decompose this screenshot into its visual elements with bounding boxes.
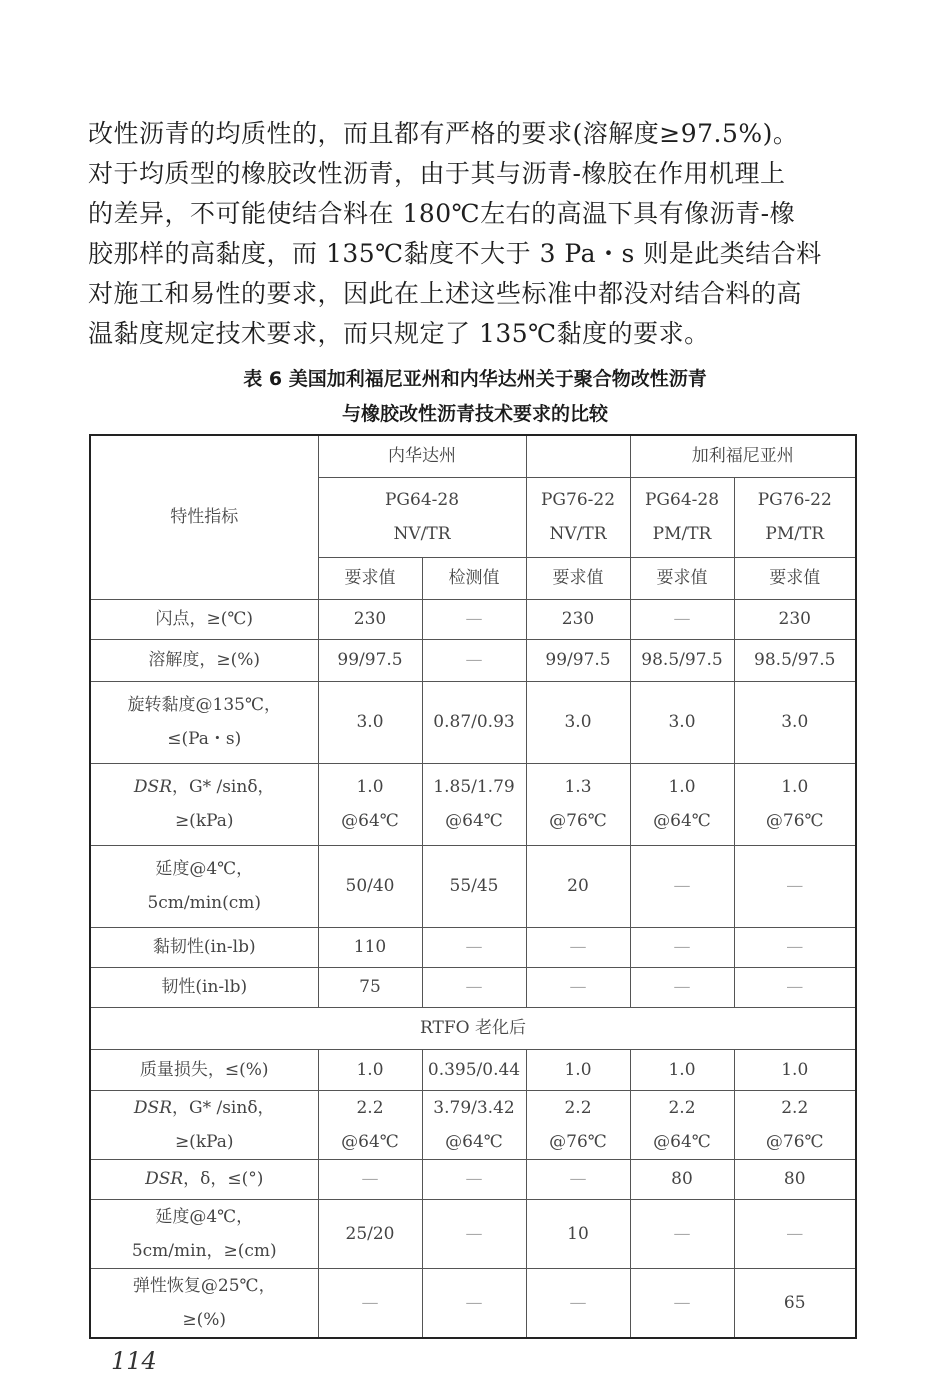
cell-value: @64℃: [445, 811, 503, 831]
table-row: [90, 1199, 856, 1268]
header-california: 加利福尼亚州: [630, 435, 856, 477]
cell-value: —: [673, 977, 691, 997]
table-cell: [422, 763, 526, 845]
table-cell: [734, 1090, 856, 1159]
table-cell: [422, 1268, 526, 1338]
table-cell: [318, 639, 422, 681]
table-cell: [526, 599, 630, 639]
row-label-line: 弹性恢复@25℃，: [132, 1275, 276, 1296]
table-cell: [526, 1090, 630, 1159]
cell-value: 3.79/3.42: [433, 1097, 515, 1118]
header-sub: 要求值: [526, 557, 630, 599]
cell-value: 1.0: [564, 1059, 592, 1080]
cell-value: 98.5/97.5: [641, 650, 723, 670]
row-label-line: ≤(Pa・s): [167, 729, 242, 749]
table-cell: [526, 1049, 630, 1090]
table-cell: [526, 763, 630, 845]
header-grade: [630, 477, 734, 557]
table-cell: [630, 1199, 734, 1268]
table-cell: [318, 1090, 422, 1159]
table-cell: [630, 1090, 734, 1159]
table-cell: [734, 681, 856, 763]
row-label-line: DSR，G* /sinδ，: [133, 1097, 275, 1118]
body-paragraph: [88, 114, 868, 354]
table-cell: [422, 599, 526, 639]
cell-value: —: [465, 1223, 483, 1244]
table-row: [90, 1268, 856, 1338]
paragraph-line: 对施工和易性的要求，因此在上述这些标准中都没对结合料的高: [88, 279, 803, 308]
cell-value: 99/97.5: [545, 650, 611, 670]
header-property: 特性指标: [90, 435, 318, 599]
header-sub: 要求值: [734, 557, 856, 599]
cell-value: 1.0: [356, 777, 384, 797]
cell-value: 110: [353, 937, 387, 957]
cell-value: —: [673, 937, 691, 957]
header-grade: [318, 477, 526, 557]
cell-value: @64℃: [653, 1131, 711, 1152]
cell-value: 75: [359, 977, 381, 997]
row-label: [90, 763, 318, 845]
grade-type: PM/TR: [652, 524, 712, 544]
cell-value: 230: [561, 609, 595, 629]
cell-value: @76℃: [549, 811, 607, 831]
table-cell: [630, 927, 734, 967]
cell-value: —: [673, 1223, 691, 1244]
cell-value: 1.0: [668, 1059, 696, 1080]
row-label-abbr: DSR: [133, 1097, 172, 1118]
cell-value: —: [569, 1169, 587, 1189]
table-cell: [630, 1159, 734, 1199]
table-cell: [734, 845, 856, 927]
cell-value: 1.0: [781, 777, 809, 797]
cell-value: 3.0: [781, 712, 809, 732]
table-cell: [422, 845, 526, 927]
cell-value: —: [673, 1292, 691, 1313]
cell-value: —: [361, 1292, 379, 1313]
cell-value: 3.0: [668, 712, 696, 732]
row-label-abbr: DSR: [145, 1169, 184, 1189]
cell-value: 80: [783, 1169, 806, 1189]
table-cell: [734, 639, 856, 681]
row-label: [90, 845, 318, 927]
cell-value: 3.0: [564, 712, 592, 732]
cell-value: @64℃: [445, 1131, 503, 1152]
table-cell: [630, 599, 734, 639]
table-row: [90, 763, 856, 845]
row-label: [90, 967, 318, 1007]
row-label: [90, 599, 318, 639]
cell-value: —: [465, 650, 483, 670]
cell-value: 1.0: [668, 777, 696, 797]
row-label: [90, 681, 318, 763]
cell-value: 1.0: [781, 1059, 809, 1080]
header-nevada: 内华达州: [318, 435, 526, 477]
cell-value: —: [786, 1223, 804, 1244]
table-cell: [422, 1049, 526, 1090]
table-cell: [318, 845, 422, 927]
header-sub: 检测值: [422, 557, 526, 599]
cell-value: —: [465, 977, 483, 997]
grade-name: PG76-22: [757, 490, 832, 510]
cell-value: —: [786, 876, 804, 896]
table-cell: [318, 927, 422, 967]
grade-name: PG64-28: [384, 490, 460, 510]
grade-type: PM/TR: [765, 524, 825, 544]
row-label-abbr: DSR: [133, 777, 172, 797]
paragraph-line: 温黏度规定技术要求，而只规定了 135℃黏度的要求。: [88, 319, 710, 348]
cell-value: 2.2: [668, 1097, 696, 1118]
cell-value: 2.2: [781, 1097, 809, 1118]
table-cell: [422, 639, 526, 681]
table-cell: [318, 681, 422, 763]
cell-value: —: [465, 609, 483, 629]
table-cell: [422, 1090, 526, 1159]
table-cell: [526, 639, 630, 681]
table-cell: [422, 1159, 526, 1199]
cell-value: 98.5/97.5: [754, 650, 836, 670]
cell-value: 10: [567, 1223, 589, 1244]
cell-value: —: [673, 609, 691, 629]
table-cell: [630, 763, 734, 845]
cell-value: —: [465, 1169, 483, 1189]
cell-value: 1.0: [356, 1059, 384, 1080]
row-label-line: 延度@4℃，: [155, 859, 254, 879]
grade-type: NV/TR: [393, 524, 451, 544]
header-grade: [526, 477, 630, 557]
table-row: [90, 681, 856, 763]
cell-value: 1.3: [564, 777, 592, 797]
table-cell: [630, 681, 734, 763]
table-cell: [318, 967, 422, 1007]
table-cell: [630, 1049, 734, 1090]
table-cell: [734, 1049, 856, 1090]
row-label: [90, 1159, 318, 1199]
cell-value: —: [569, 1292, 587, 1313]
cell-value: —: [786, 977, 804, 997]
header-spacer: [526, 435, 630, 477]
table-cell: [526, 927, 630, 967]
table-cell: [526, 1199, 630, 1268]
row-label: [90, 1049, 318, 1090]
table-cell: [318, 1049, 422, 1090]
table-cell: [734, 927, 856, 967]
cell-value: 0.87/0.93: [433, 712, 515, 732]
table-row: [90, 1090, 856, 1159]
cell-value: 230: [353, 609, 387, 629]
row-label-line: 韧性(in-lb): [161, 977, 248, 997]
header-sub: 要求值: [318, 557, 422, 599]
cell-value: 25/20: [345, 1223, 395, 1244]
table-row: [90, 1049, 856, 1090]
table-cell: [526, 845, 630, 927]
table-cell: [318, 1199, 422, 1268]
table-cell: [630, 639, 734, 681]
cell-value: 20: [567, 876, 589, 896]
cell-value: —: [465, 1292, 483, 1313]
table-cell: [630, 845, 734, 927]
table-cell: [318, 1268, 422, 1338]
cell-value: —: [569, 937, 587, 957]
row-label-line: DSR，G* /sinδ，: [133, 777, 275, 797]
table-cell: [734, 1159, 856, 1199]
table-cell: [318, 1159, 422, 1199]
paragraph-line: 对于均质型的橡胶改性沥青，由于其与沥青-橡胶在作用机理上: [88, 159, 786, 188]
row-label-line: ≥(kPa): [174, 811, 234, 831]
table-row: [90, 967, 856, 1007]
cell-value: 0.395/0.44: [427, 1059, 521, 1080]
cell-value: —: [786, 937, 804, 957]
table-cell: [734, 599, 856, 639]
table-cell: [318, 599, 422, 639]
table-cell: [422, 967, 526, 1007]
table-row: [90, 599, 856, 639]
cell-value: —: [465, 937, 483, 957]
section-header-rtfo: RTFO 老化后: [90, 1007, 856, 1049]
row-label-line: 旋转黏度@135℃，: [127, 695, 281, 715]
table-cell: [526, 1159, 630, 1199]
comparison-table: [89, 434, 857, 1339]
cell-value: 55/45: [449, 876, 499, 896]
row-label-line: 延度@4℃，: [155, 1206, 254, 1227]
table-row: [90, 845, 856, 927]
table-cell: [630, 1268, 734, 1338]
cell-value: @64℃: [653, 811, 711, 831]
row-label-line: ≥(kPa): [174, 1131, 234, 1152]
cell-value: @76℃: [765, 1131, 824, 1152]
cell-value: 2.2: [356, 1097, 384, 1118]
row-label: [90, 927, 318, 967]
cell-value: 1.85/1.79: [433, 777, 515, 797]
row-label-line: 质量损失，≤(%): [139, 1059, 269, 1080]
row-label-line: DSR，δ，≤(°): [145, 1169, 264, 1189]
cell-value: 2.2: [564, 1097, 592, 1118]
table-caption-line-2: 与橡胶改性沥青技术要求的比较: [341, 403, 608, 425]
header-sub: 要求值: [630, 557, 734, 599]
row-label-line: 闪点，≥(℃): [155, 609, 254, 629]
row-label-line: 5cm/min，≥(cm): [131, 1240, 277, 1261]
row-label: [90, 1268, 318, 1338]
row-label: [90, 639, 318, 681]
cell-value: —: [569, 977, 587, 997]
table-cell: [422, 927, 526, 967]
row-label-line: 5cm/min(cm): [147, 893, 262, 913]
table-cell: [318, 763, 422, 845]
table-cell: [526, 967, 630, 1007]
cell-value: 80: [671, 1169, 693, 1189]
grade-type: NV/TR: [549, 524, 607, 544]
grade-name: PG64-28: [644, 490, 720, 510]
table-cell: [526, 1268, 630, 1338]
paragraph-line: 胶那样的高黏度，而 135℃黏度不大于 3 Pa・s 则是此类结合料: [88, 239, 822, 268]
table-cell: [422, 1199, 526, 1268]
row-label-line: 黏韧性(in-lb): [152, 937, 256, 957]
row-label-line: ≥(%): [182, 1309, 227, 1330]
cell-value: @64℃: [341, 811, 399, 831]
table-row: [90, 1159, 856, 1199]
table-row: [90, 639, 856, 681]
cell-value: —: [361, 1169, 379, 1189]
row-label-line: 溶解度，≥(%): [148, 650, 261, 670]
cell-value: @76℃: [765, 811, 824, 831]
table-cell: [630, 967, 734, 1007]
table-cell: [526, 681, 630, 763]
cell-value: 230: [778, 609, 811, 629]
cell-value: —: [673, 876, 691, 896]
paragraph-line: 的差异，不可能使结合料在 180℃左右的高温下具有像沥青-橡: [88, 199, 796, 228]
cell-value: 65: [783, 1292, 806, 1313]
cell-value: 3.0: [356, 712, 384, 732]
table-row: [90, 927, 856, 967]
cell-value: 99/97.5: [337, 650, 403, 670]
row-label: [90, 1199, 318, 1268]
table-cell: [422, 681, 526, 763]
table-cell: [734, 967, 856, 1007]
paragraph-line: 改性沥青的均质性的，而且都有严格的要求(溶解度≥97.5%)。: [88, 119, 799, 148]
grade-name: PG76-22: [540, 490, 616, 510]
table-caption-line-1: 表 6 美国加利福尼亚州和内华达州关于聚合物改性沥青: [243, 368, 707, 390]
row-label: [90, 1090, 318, 1159]
table-cell: [734, 1199, 856, 1268]
cell-value: 50/40: [345, 876, 395, 896]
cell-value: @64℃: [341, 1131, 399, 1152]
table-cell: [734, 1268, 856, 1338]
cell-value: @76℃: [549, 1131, 607, 1152]
table-cell: [734, 763, 856, 845]
header-grade: [734, 477, 856, 557]
page-number: 114: [111, 1347, 157, 1375]
